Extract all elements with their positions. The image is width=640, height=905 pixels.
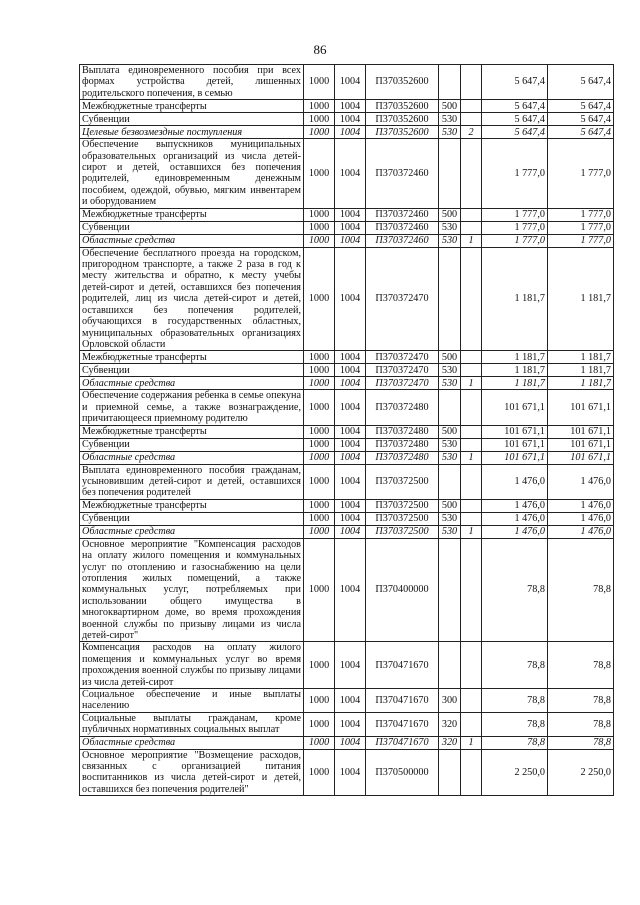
budget-table	[79, 64, 614, 796]
table-row	[80, 139, 614, 208]
table-row	[80, 221, 614, 234]
section-code: 1000	[304, 126, 335, 139]
subsection-code: 1004	[335, 425, 366, 438]
section-code: 1000	[304, 689, 335, 713]
expense-type-code: 530	[439, 512, 461, 525]
table-row	[80, 438, 614, 451]
section-code: 1000	[304, 512, 335, 525]
expense-type-code: 530	[439, 126, 461, 139]
expense-type-code	[439, 390, 461, 425]
amount-year-1: 78,8	[482, 538, 548, 642]
subsection-code: 1004	[335, 351, 366, 364]
funding-source-code	[461, 499, 482, 512]
target-article-code: П370372460	[366, 221, 439, 234]
amount-year-1: 78,8	[482, 712, 548, 736]
subsection-code: 1004	[335, 100, 366, 113]
amount-year-1: 1 476,0	[482, 499, 548, 512]
table-row	[80, 364, 614, 377]
amount-year-1: 1 181,7	[482, 247, 548, 351]
expense-type-code: 500	[439, 208, 461, 221]
amount-year-2: 1 181,7	[548, 364, 614, 377]
table-row	[80, 247, 614, 351]
row-name: Межбюджетные трансферты	[80, 100, 304, 113]
amount-year-1: 1 181,7	[482, 351, 548, 364]
funding-source-code: 1	[461, 736, 482, 749]
amount-year-2: 1 476,0	[548, 512, 614, 525]
subsection-code: 1004	[335, 208, 366, 221]
amount-year-1: 101 671,1	[482, 425, 548, 438]
subsection-code: 1004	[335, 438, 366, 451]
row-name: Основное мероприятие "Компенсация расходов на оплату жилого помещения и коммунальных услуг по отоплению и газоснабжению на цели отопления жилых помещений, а также коммунальных услуг, потребляемых при использовании общего имущества в многоквартирном доме, во время прохождения военной службы по призыву лицами из числа детей-сирот"	[80, 538, 304, 642]
row-name: Областные средства	[80, 377, 304, 390]
section-code: 1000	[304, 736, 335, 749]
amount-year-2: 78,8	[548, 689, 614, 713]
funding-source-code	[461, 221, 482, 234]
expense-type-code: 530	[439, 451, 461, 464]
section-code: 1000	[304, 525, 335, 538]
subsection-code: 1004	[335, 234, 366, 247]
table-row	[80, 208, 614, 221]
table-row	[80, 499, 614, 512]
table-row	[80, 464, 614, 499]
target-article-code: П370372460	[366, 208, 439, 221]
row-name: Обеспечение бесплатного проезда на городском, пригородном транспорте, а также 2 раза в год к месту жительства и обратно, к месту учебы детей-сирот и детей, оставшихся без попечения родителей, лиц из числа детей-сирот и детей, оставшихся без попечения родителей, обучающихся в государственных областных, муниципальных образовательных организациях Орловской области	[80, 247, 304, 351]
expense-type-code: 300	[439, 689, 461, 713]
funding-source-code: 1	[461, 234, 482, 247]
funding-source-code	[461, 100, 482, 113]
target-article-code: П370352600	[366, 113, 439, 126]
funding-source-code	[461, 538, 482, 642]
target-article-code: П370372470	[366, 351, 439, 364]
amount-year-1: 1 476,0	[482, 464, 548, 499]
target-article-code: П370372480	[366, 451, 439, 464]
table-row	[80, 525, 614, 538]
row-name: Основное мероприятие "Возмещение расходов, связанных с организацией питания воспитанников из числа детей-сирот и детей, оставшихся без попечения родителей"	[80, 749, 304, 796]
table-row	[80, 712, 614, 736]
subsection-code: 1004	[335, 221, 366, 234]
target-article-code: П370372500	[366, 525, 439, 538]
amount-year-2: 1 476,0	[548, 525, 614, 538]
target-article-code: П370372470	[366, 377, 439, 390]
amount-year-2: 1 777,0	[548, 208, 614, 221]
funding-source-code	[461, 390, 482, 425]
target-article-code: П370471670	[366, 712, 439, 736]
target-article-code: П370471670	[366, 642, 439, 689]
amount-year-1: 78,8	[482, 642, 548, 689]
target-article-code: П370500000	[366, 749, 439, 796]
section-code: 1000	[304, 377, 335, 390]
row-name: Субвенции	[80, 512, 304, 525]
target-article-code: П370372470	[366, 364, 439, 377]
table-row	[80, 65, 614, 100]
funding-source-code: 2	[461, 126, 482, 139]
funding-source-code	[461, 139, 482, 208]
amount-year-2: 101 671,1	[548, 438, 614, 451]
amount-year-1: 78,8	[482, 689, 548, 713]
subsection-code: 1004	[335, 364, 366, 377]
amount-year-1: 101 671,1	[482, 438, 548, 451]
target-article-code: П370372460	[366, 139, 439, 208]
funding-source-code	[461, 65, 482, 100]
target-article-code: П370352600	[366, 100, 439, 113]
expense-type-code	[439, 139, 461, 208]
subsection-code: 1004	[335, 451, 366, 464]
funding-source-code	[461, 351, 482, 364]
amount-year-2: 1 777,0	[548, 221, 614, 234]
subsection-code: 1004	[335, 499, 366, 512]
table-row	[80, 451, 614, 464]
expense-type-code	[439, 538, 461, 642]
section-code: 1000	[304, 100, 335, 113]
table-row	[80, 126, 614, 139]
funding-source-code	[461, 113, 482, 126]
target-article-code: П370372480	[366, 438, 439, 451]
subsection-code: 1004	[335, 377, 366, 390]
section-code: 1000	[304, 65, 335, 100]
target-article-code: П370372460	[366, 234, 439, 247]
table-row	[80, 689, 614, 713]
target-article-code: П370372500	[366, 464, 439, 499]
budget-table-body	[80, 65, 614, 796]
target-article-code: П370352600	[366, 65, 439, 100]
amount-year-1: 5 647,4	[482, 100, 548, 113]
target-article-code: П370471670	[366, 736, 439, 749]
row-name: Субвенции	[80, 221, 304, 234]
expense-type-code	[439, 247, 461, 351]
row-name: Компенсация расходов на оплату жилого помещения и коммунальных услуг во время прохождения военной службы по призыву лицами из числа детей-сирот	[80, 642, 304, 689]
amount-year-1: 1 777,0	[482, 234, 548, 247]
target-article-code: П370471670	[366, 689, 439, 713]
table-row	[80, 642, 614, 689]
row-name: Областные средства	[80, 234, 304, 247]
amount-year-2: 78,8	[548, 736, 614, 749]
table-row	[80, 538, 614, 642]
subsection-code: 1004	[335, 65, 366, 100]
amount-year-1: 101 671,1	[482, 390, 548, 425]
section-code: 1000	[304, 712, 335, 736]
section-code: 1000	[304, 139, 335, 208]
funding-source-code: 1	[461, 451, 482, 464]
amount-year-2: 101 671,1	[548, 390, 614, 425]
funding-source-code: 1	[461, 377, 482, 390]
funding-source-code	[461, 712, 482, 736]
row-name: Социальное обеспечение и иные выплаты населению	[80, 689, 304, 713]
subsection-code: 1004	[335, 126, 366, 139]
amount-year-2: 1 181,7	[548, 351, 614, 364]
amount-year-1: 1 476,0	[482, 525, 548, 538]
row-name: Выплата единовременного пособия при всех формах устройства детей, лишенных родительского попечения, в семью	[80, 65, 304, 100]
amount-year-2: 5 647,4	[548, 65, 614, 100]
subsection-code: 1004	[335, 712, 366, 736]
expense-type-code: 530	[439, 438, 461, 451]
target-article-code: П370352600	[366, 126, 439, 139]
expense-type-code: 530	[439, 234, 461, 247]
subsection-code: 1004	[335, 512, 366, 525]
expense-type-code: 500	[439, 425, 461, 438]
section-code: 1000	[304, 642, 335, 689]
expense-type-code: 530	[439, 377, 461, 390]
row-name: Целевые безвозмездные поступления	[80, 126, 304, 139]
subsection-code: 1004	[335, 642, 366, 689]
target-article-code: П370372500	[366, 512, 439, 525]
subsection-code: 1004	[335, 390, 366, 425]
amount-year-2: 1 777,0	[548, 139, 614, 208]
amount-year-1: 1 777,0	[482, 208, 548, 221]
section-code: 1000	[304, 234, 335, 247]
amount-year-2: 5 647,4	[548, 100, 614, 113]
section-code: 1000	[304, 425, 335, 438]
amount-year-2: 101 671,1	[548, 451, 614, 464]
funding-source-code	[461, 364, 482, 377]
amount-year-1: 1 777,0	[482, 139, 548, 208]
expense-type-code: 530	[439, 364, 461, 377]
section-code: 1000	[304, 351, 335, 364]
amount-year-1: 2 250,0	[482, 749, 548, 796]
section-code: 1000	[304, 113, 335, 126]
amount-year-2: 1 181,7	[548, 247, 614, 351]
target-article-code: П370372500	[366, 499, 439, 512]
table-row	[80, 512, 614, 525]
table-row	[80, 377, 614, 390]
row-name: Субвенции	[80, 438, 304, 451]
amount-year-2: 5 647,4	[548, 126, 614, 139]
expense-type-code	[439, 464, 461, 499]
expense-type-code: 530	[439, 113, 461, 126]
funding-source-code	[461, 425, 482, 438]
amount-year-1: 78,8	[482, 736, 548, 749]
target-article-code: П370372470	[366, 247, 439, 351]
row-name: Межбюджетные трансферты	[80, 208, 304, 221]
amount-year-1: 1 777,0	[482, 221, 548, 234]
row-name: Субвенции	[80, 364, 304, 377]
expense-type-code	[439, 65, 461, 100]
row-name: Социальные выплаты гражданам, кроме публичных нормативных социальных выплат	[80, 712, 304, 736]
table-row	[80, 736, 614, 749]
section-code: 1000	[304, 499, 335, 512]
funding-source-code	[461, 512, 482, 525]
amount-year-1: 1 476,0	[482, 512, 548, 525]
table-row	[80, 425, 614, 438]
expense-type-code: 530	[439, 525, 461, 538]
amount-year-2: 78,8	[548, 712, 614, 736]
expense-type-code: 500	[439, 351, 461, 364]
amount-year-2: 1 181,7	[548, 377, 614, 390]
table-row	[80, 351, 614, 364]
expense-type-code	[439, 642, 461, 689]
table-row	[80, 749, 614, 796]
table-row	[80, 234, 614, 247]
funding-source-code	[461, 689, 482, 713]
section-code: 1000	[304, 221, 335, 234]
section-code: 1000	[304, 749, 335, 796]
section-code: 1000	[304, 390, 335, 425]
page-number: 86	[313, 42, 327, 57]
table-row	[80, 100, 614, 113]
amount-year-1: 101 671,1	[482, 451, 548, 464]
amount-year-2: 78,8	[548, 538, 614, 642]
subsection-code: 1004	[335, 538, 366, 642]
row-name: Областные средства	[80, 736, 304, 749]
expense-type-code: 320	[439, 712, 461, 736]
table-row	[80, 113, 614, 126]
amount-year-2: 5 647,4	[548, 113, 614, 126]
row-name: Выплата единовременного пособия гражданам, усыновившим детей-сирот и детей, оставшихся без попечения родителей	[80, 464, 304, 499]
expense-type-code: 500	[439, 100, 461, 113]
funding-source-code	[461, 464, 482, 499]
expense-type-code: 320	[439, 736, 461, 749]
funding-source-code: 1	[461, 525, 482, 538]
funding-source-code	[461, 247, 482, 351]
section-code: 1000	[304, 464, 335, 499]
target-article-code: П370372480	[366, 425, 439, 438]
row-name: Межбюджетные трансферты	[80, 499, 304, 512]
subsection-code: 1004	[335, 464, 366, 499]
subsection-code: 1004	[335, 749, 366, 796]
section-code: 1000	[304, 364, 335, 377]
subsection-code: 1004	[335, 689, 366, 713]
section-code: 1000	[304, 247, 335, 351]
row-name: Межбюджетные трансферты	[80, 425, 304, 438]
amount-year-2: 2 250,0	[548, 749, 614, 796]
row-name: Областные средства	[80, 451, 304, 464]
row-name: Межбюджетные трансферты	[80, 351, 304, 364]
amount-year-1: 1 181,7	[482, 377, 548, 390]
subsection-code: 1004	[335, 525, 366, 538]
target-article-code: П370400000	[366, 538, 439, 642]
subsection-code: 1004	[335, 139, 366, 208]
row-name: Обеспечение выпускников муниципальных образовательных организаций из числа детей-сирот и детей, оставшихся без попечения родителей, единовременным денежным пособием, одеждой, обувью, мягким инвентарем и оборудованием	[80, 139, 304, 208]
amount-year-1: 5 647,4	[482, 65, 548, 100]
amount-year-2: 1 777,0	[548, 234, 614, 247]
expense-type-code: 500	[439, 499, 461, 512]
section-code: 1000	[304, 538, 335, 642]
subsection-code: 1004	[335, 247, 366, 351]
amount-year-1: 1 181,7	[482, 364, 548, 377]
target-article-code: П370372480	[366, 390, 439, 425]
table-row	[80, 390, 614, 425]
row-name: Областные средства	[80, 525, 304, 538]
section-code: 1000	[304, 451, 335, 464]
expense-type-code	[439, 749, 461, 796]
expense-type-code: 530	[439, 221, 461, 234]
amount-year-2: 101 671,1	[548, 425, 614, 438]
section-code: 1000	[304, 438, 335, 451]
amount-year-1: 5 647,4	[482, 126, 548, 139]
amount-year-1: 5 647,4	[482, 113, 548, 126]
row-name: Обеспечение содержания ребенка в семье опекуна и приемной семье, а также вознаграждение, причитающееся приемному родителю	[80, 390, 304, 425]
funding-source-code	[461, 642, 482, 689]
amount-year-2: 1 476,0	[548, 499, 614, 512]
row-name: Субвенции	[80, 113, 304, 126]
funding-source-code	[461, 438, 482, 451]
funding-source-code	[461, 208, 482, 221]
amount-year-2: 1 476,0	[548, 464, 614, 499]
amount-year-2: 78,8	[548, 642, 614, 689]
funding-source-code	[461, 749, 482, 796]
section-code: 1000	[304, 208, 335, 221]
subsection-code: 1004	[335, 736, 366, 749]
subsection-code: 1004	[335, 113, 366, 126]
